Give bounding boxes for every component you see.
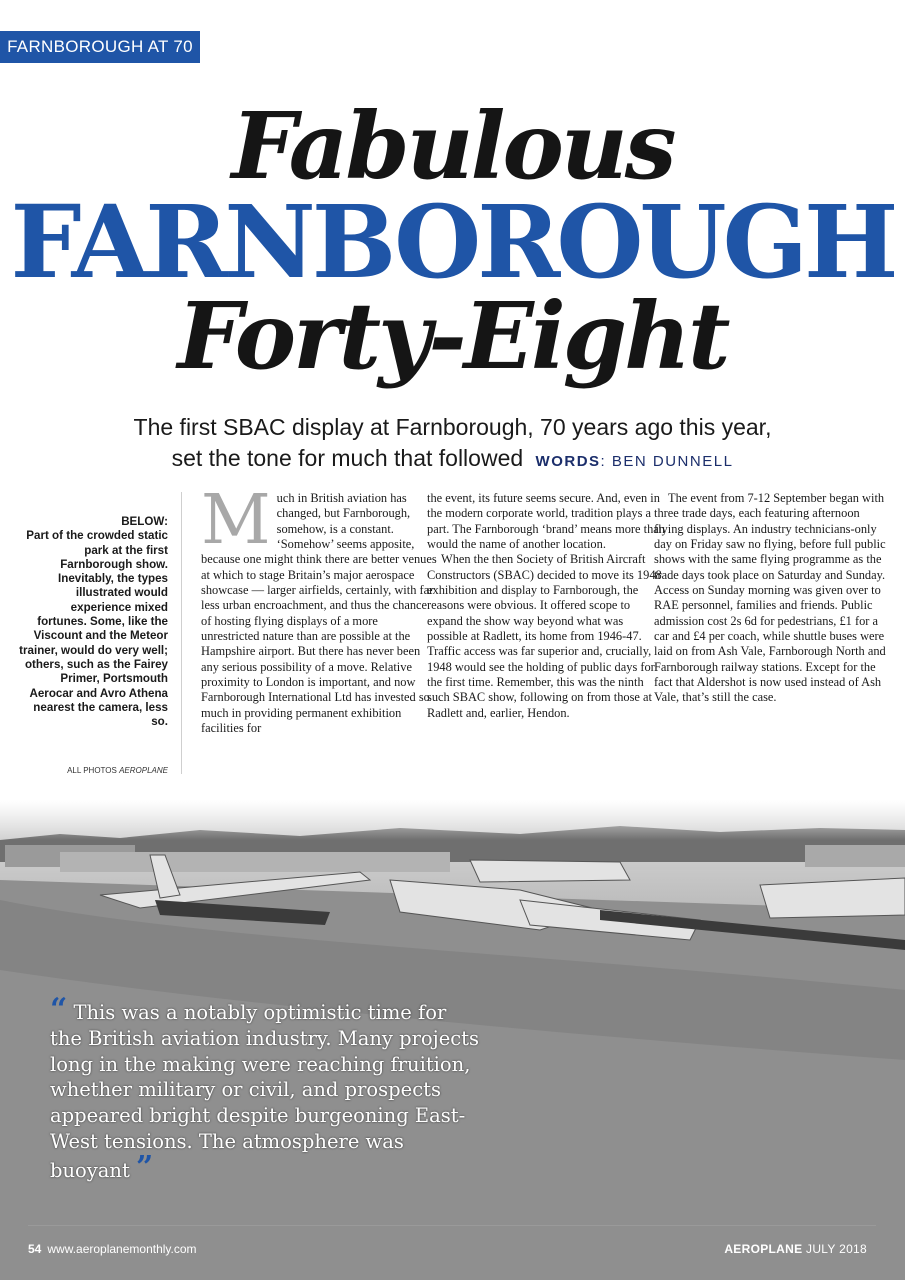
byline-name: : BEN DUNNELL [600, 453, 734, 470]
body-paragraph: When the then Society of British Aircraft Constructors (SBAC) decided to move its 1948 exhibition and display to Farnborough, the reasons were obvious. It offered scope to expand the show way beyond what was possible at Radlett, its home from 1946-47. Traffic access was far superior and, crucially, 1948 would see the holding of public days for the first time. Remember, this was the ninth such SBAC show, following on from those at Radlett and, earlier, Hendon. [427, 552, 662, 720]
standfirst-text-2: set the tone for much that followed [171, 445, 524, 471]
body-column-3 [654, 491, 892, 706]
body-text: uch in British aviation has changed, but Farnborough, somehow, is a constant. ‘Somehow’ seems apposite, because one might think there are better venues at which to stage Britain’s major aerospace showcase — larger airfields, certainly, with far less urban encroachment, and thus the chance of hosting flying displays of a more unrestricted nature than are possible at the Hampshire airport. But there has never been any serious possibility of a move. Relative proximity to London is important, and now Farnborough International Ltd has invested so much in providing permanent exhibition facilities for [201, 491, 437, 736]
headline-line-3: Forty-Eight [177, 282, 728, 390]
pull-quote [50, 992, 480, 1185]
photo-top-fade [0, 800, 905, 840]
credit-prefix: ALL PHOTOS [67, 766, 120, 775]
headline-line-1: Fabulous [231, 92, 674, 200]
photo-credit [18, 766, 168, 775]
body-paragraph: the event, its future seems secure. And, even in the modern corporate world, tradition plays a part. The Farnborough ‘brand’ means more than would the name of another location. [427, 491, 665, 552]
footer-url: www.aeroplanemonthly.com [47, 1242, 197, 1256]
pull-quote-text: This was a notably optimistic time for the British aviation industry. Many projects long in the making were reaching fruition, whether military or civil, and prospects appeared bright despite burgeoning East-West tensions. The atmosphere was buoyant [50, 1001, 480, 1182]
body-column-2 [427, 491, 665, 721]
column-divider [181, 492, 182, 774]
standfirst [60, 412, 845, 477]
caption-text: Part of the crowded static park at the first Farnborough show. Inevitably, the types illustrated would experience mixed fortunes. Some, like the Viscount and the Meteor trainer, would do very well; others, such as the Fairey Primer, Portsmouth Aerocar and Avro Athena nearest the camera, less so. [19, 529, 168, 729]
body-paragraph: The event from 7-12 September began with three trade days, each featuring afternoon flying displays. An industry technicians-only day on Friday saw no flying, before full public shows with the same flying programme as the trade days took place on Saturday and Sunday. Access on Sunday morning was given over to RAE personnel, families and friends. Public admission cost 2s 6d for pedestrians, £1 for a car and £4 per coach, while shuttle buses were laid on from Ash Vale, Farnborough North and Farnborough railway stations. Except for the fact that Aldershot is now used instead of Ash Vale, that’s still the case. [654, 491, 886, 705]
credit-source: AEROPLANE [119, 766, 168, 775]
footer-rule [28, 1225, 876, 1226]
drop-cap: M [201, 481, 271, 560]
footer-left [28, 1242, 197, 1256]
body-paragraph [201, 481, 439, 737]
section-tag: FARNBOROUGH AT 70 [0, 31, 200, 63]
close-quote-mark: ” [136, 1149, 154, 1185]
issue-date: JULY 2018 [802, 1242, 867, 1256]
headline-line-2: FARNBOROUGH [10, 183, 895, 301]
photo-caption [18, 515, 168, 729]
standfirst-text-1: The first SBAC display at Farnborough, 70 years ago this year, [133, 414, 772, 440]
magazine-name: AEROPLANE [724, 1242, 803, 1256]
footer-right [724, 1242, 867, 1256]
body-column-1 [201, 481, 439, 737]
open-quote-mark: “ [50, 992, 68, 1027]
page-number: 54 [28, 1242, 42, 1256]
caption-lead: BELOW: [121, 515, 168, 528]
byline-label: WORDS [535, 453, 601, 470]
